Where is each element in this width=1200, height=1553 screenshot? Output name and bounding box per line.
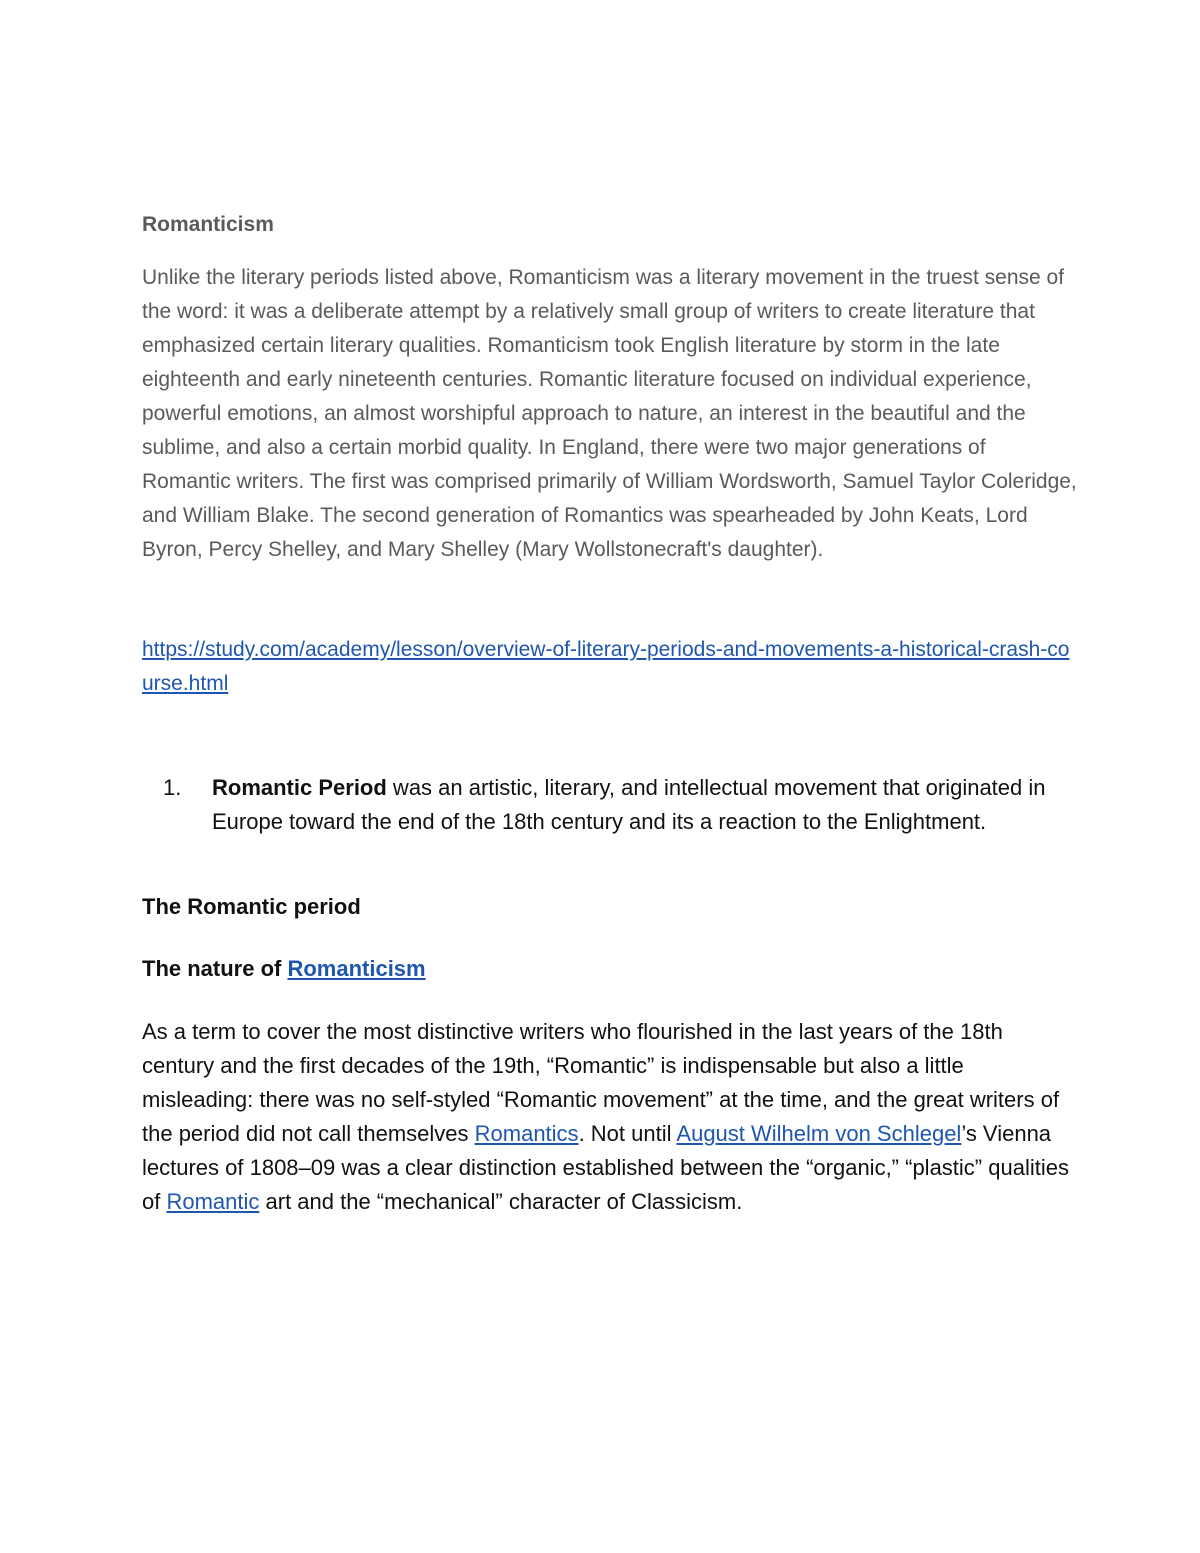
- document-page: [142, 208, 1077, 1219]
- heading-romantic-period: The Romantic period: [142, 894, 361, 919]
- list-number: 1.: [163, 775, 182, 800]
- study-com-link[interactable]: https://study.com/academy/lesson/overview-of-literary-periods-and-movements-a-historical-crash-course.html: [142, 638, 1070, 695]
- romantics-link[interactable]: Romantics: [474, 1121, 579, 1146]
- nature-text-2: . Not until: [578, 1121, 677, 1146]
- romantic-link[interactable]: Romantic: [166, 1189, 260, 1214]
- romantic-period-section: [142, 771, 1077, 1219]
- nature-text-4: art and the “mechanical” character of Classicism.: [259, 1189, 743, 1214]
- schlegel-link[interactable]: August Wilhelm von Schlegel: [676, 1121, 962, 1146]
- romanticism-section: [142, 208, 1077, 567]
- numbered-list: [142, 771, 1077, 839]
- list-text: was an artistic, literary, and intellectual movement that originated in Europe toward the end of the 18th century and its a reaction to the Enlightment.: [212, 775, 1046, 834]
- romanticism-link[interactable]: Romanticism: [287, 956, 426, 981]
- romanticism-paragraph: Unlike the literary periods listed above, Romanticism was a literary movement in the truest sense of the word: it was a deliberate attempt by a relatively small group of writers to create literature that emphasized certain literary qualities. Romanticism took English literature by storm in the late eighteenth and early nineteenth centuries. Romantic literature focused on individual experience, powerful emotions, an almost worshipful approach to nature, an interest in the beautiful and the sublime, and also a certain morbid quality. In England, there were two major generations of Romantic writers. The first was comprised primarily of William Wordsworth, Samuel Taylor Coleridge, and William Blake. The second generation of Romantics was spearheaded by John Keats, Lord Byron, Percy Shelley, and Mary Shelley (Mary Wollstonecraft's daughter).: [142, 266, 1077, 561]
- nature-text-1: As a term to cover the most distinctive writers who flourished in the last years of the 18th century and the first decades of the 19th, “Romantic” is indispensable but also a little misleading: there was no self-styled “Romantic movement” at the time, and the great writers of the period did not call themselves: [142, 1019, 1060, 1146]
- source-url-block: [142, 633, 1077, 701]
- section-heading-romanticism: Romanticism: [142, 213, 274, 236]
- nature-text-3: ’s Vienna lectures of 1808–09 was a clear distinction established between the “organic,” “plastic” qualities of: [142, 1121, 1069, 1214]
- list-term: Romantic Period: [212, 775, 387, 800]
- nature-paragraph: [142, 1015, 1077, 1219]
- heading-nature-of-romanticism: [142, 952, 1077, 986]
- list-item: [142, 771, 1077, 839]
- heading-nature-prefix: The nature of: [142, 956, 288, 981]
